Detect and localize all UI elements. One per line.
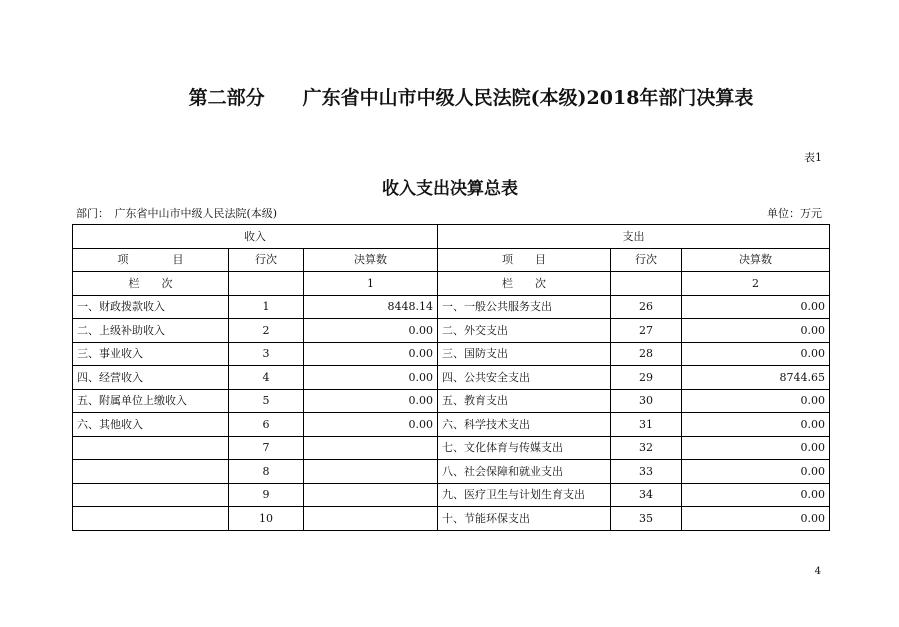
expense-amount: 0.00 <box>682 342 830 366</box>
expense-row-no: 34 <box>611 483 682 507</box>
table-row <box>73 436 830 460</box>
income-column-label-blank <box>229 272 304 296</box>
income-row-no: 2 <box>229 319 304 343</box>
expense-item: 一、一般公共服务支出 <box>438 295 611 319</box>
table-row <box>73 319 830 343</box>
expense-amount: 0.00 <box>682 295 830 319</box>
expense-item: 四、公共安全支出 <box>438 366 611 390</box>
table-number: 表1 <box>804 151 822 164</box>
department-label: 部门： 广东省中山市中级人民法院(本级) <box>76 207 278 220</box>
expense-row-no: 35 <box>611 507 682 531</box>
income-item: 一、财政拨款收入 <box>73 295 229 319</box>
expense-amount: 0.00 <box>682 436 830 460</box>
income-amount-blank <box>304 483 438 507</box>
income-amount: 0.00 <box>304 319 438 343</box>
expense-section-header: 支出 <box>438 225 830 249</box>
income-item-blank <box>73 436 229 460</box>
income-amount-blank <box>304 460 438 484</box>
income-amount: 0.00 <box>304 366 438 390</box>
income-row-no-header: 行次 <box>229 248 304 272</box>
income-row-no: 8 <box>229 460 304 484</box>
expense-amount: 0.00 <box>682 507 830 531</box>
income-item: 六、其他收入 <box>73 413 229 437</box>
income-item: 三、事业收入 <box>73 342 229 366</box>
section-header-row <box>73 225 830 249</box>
table-row <box>73 507 830 531</box>
income-row-no: 5 <box>229 389 304 413</box>
income-item: 二、上级补助收入 <box>73 319 229 343</box>
column-label-row <box>73 272 830 296</box>
expense-item: 二、外交支出 <box>438 319 611 343</box>
expense-column-label: 栏 次 <box>438 272 611 296</box>
income-item-header: 项 目 <box>73 248 229 272</box>
income-column-label: 栏 次 <box>73 272 229 296</box>
expense-item-header: 项 目 <box>438 248 611 272</box>
expense-row-no: 28 <box>611 342 682 366</box>
income-row-no: 7 <box>229 436 304 460</box>
income-item: 四、经营收入 <box>73 366 229 390</box>
expense-item: 三、国防支出 <box>438 342 611 366</box>
expense-item: 六、科学技术支出 <box>438 413 611 437</box>
expense-amount: 8744.65 <box>682 366 830 390</box>
table-row <box>73 483 830 507</box>
page-title: 第二部分 广东省中山市中级人民法院(本级)2018年部门决算表 <box>188 87 754 109</box>
expense-item: 五、教育支出 <box>438 389 611 413</box>
table-row <box>73 295 830 319</box>
expense-amount: 0.00 <box>682 389 830 413</box>
expense-amount: 0.00 <box>682 483 830 507</box>
expense-row-no: 27 <box>611 319 682 343</box>
expense-row-no: 29 <box>611 366 682 390</box>
column-header-row <box>73 248 830 272</box>
page-number: 4 <box>814 566 821 577</box>
table-row <box>73 460 830 484</box>
unit-label: 单位：万元 <box>767 207 822 220</box>
income-amount-header: 决算数 <box>304 248 438 272</box>
budget-summary-table <box>72 224 830 531</box>
income-row-no: 1 <box>229 295 304 319</box>
income-section-header: 收入 <box>73 225 438 249</box>
expense-row-no: 32 <box>611 436 682 460</box>
expense-row-no: 26 <box>611 295 682 319</box>
income-amount-blank <box>304 436 438 460</box>
income-amount: 0.00 <box>304 389 438 413</box>
expense-row-no: 31 <box>611 413 682 437</box>
income-row-no: 6 <box>229 413 304 437</box>
income-item-blank <box>73 460 229 484</box>
income-amount: 0.00 <box>304 342 438 366</box>
expense-amount-header: 决算数 <box>682 248 830 272</box>
expense-item: 八、社会保障和就业支出 <box>438 460 611 484</box>
table-row <box>73 366 830 390</box>
expense-row-no: 30 <box>611 389 682 413</box>
expense-row-no: 33 <box>611 460 682 484</box>
income-item-blank <box>73 483 229 507</box>
income-row-no: 4 <box>229 366 304 390</box>
income-item: 五、附属单位上缴收入 <box>73 389 229 413</box>
expense-amount: 0.00 <box>682 319 830 343</box>
income-column-number: 1 <box>304 272 438 296</box>
expense-item: 九、医疗卫生与计划生育支出 <box>438 483 611 507</box>
expense-row-no-header: 行次 <box>611 248 682 272</box>
income-item-blank <box>73 507 229 531</box>
expense-item: 十、节能环保支出 <box>438 507 611 531</box>
income-row-no: 3 <box>229 342 304 366</box>
table-row <box>73 342 830 366</box>
table-row <box>73 389 830 413</box>
income-row-no: 9 <box>229 483 304 507</box>
income-amount: 8448.14 <box>304 295 438 319</box>
income-amount-blank <box>304 507 438 531</box>
table-subtitle: 收入支出决算总表 <box>382 179 518 199</box>
expense-column-label-blank <box>611 272 682 296</box>
expense-amount: 0.00 <box>682 413 830 437</box>
expense-amount: 0.00 <box>682 460 830 484</box>
table-row <box>73 413 830 437</box>
income-amount: 0.00 <box>304 413 438 437</box>
expense-item: 七、文化体育与传媒支出 <box>438 436 611 460</box>
income-row-no: 10 <box>229 507 304 531</box>
expense-column-number: 2 <box>682 272 830 296</box>
